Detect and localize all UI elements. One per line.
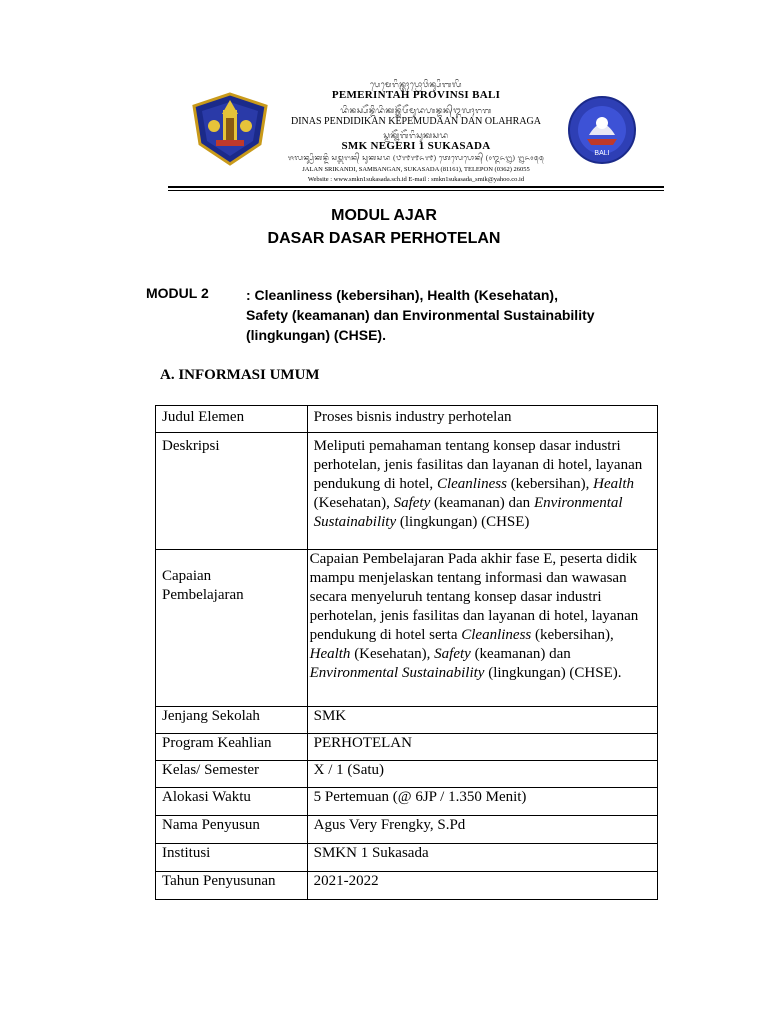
deskripsi-text: (kebersihan), <box>506 476 594 492</box>
deskripsi-text: (lingkungan) (CHSE) <box>396 514 530 530</box>
deskripsi-text: (Kesehatan), <box>313 495 394 511</box>
deskripsi-term: Cleanliness <box>436 476 507 492</box>
row-label: Program Keahlian <box>156 734 308 761</box>
row-label: Jenjang Sekolah <box>156 707 308 734</box>
section-heading: A. INFORMASI UMUM <box>160 367 320 383</box>
modul-label: MODUL 2 <box>146 285 209 301</box>
row-value: 5 Pertemuan (@ 6JP / 1.350 Menit) <box>307 788 657 816</box>
capaian-text: (lingkungan) (CHSE). <box>484 665 622 681</box>
letterhead-script-line-4: ᬚᬮᬦ᭄ᬲ᭄ᬭᬶᬓᬦ᭄ᬤᬶ ᬲᬫ᭄ᬩᬗᬦ᭄ ᬲᬸᬓᬲᬤ (᭘᭑᭑᭖᭑) ᬢᬾᬮᬾᬧᭀᬦ᭄ (᭐᭓᭖᭒) ᭒᭖᭐᭕᭕ <box>287 154 545 162</box>
table-row <box>156 788 658 816</box>
capaian-text: Capaian Pembelajaran Pada akhir fase E, peserta didik mampu menjelaskan tentang informasi dan wawasan secara menyeluruh tentang konsep dasar industri perhotelan, jenis fasilitas dan layanan di hotel, layanan pendukung di hotel serta <box>309 551 639 643</box>
table-row <box>156 734 658 761</box>
deskripsi-term: Safety <box>393 495 431 511</box>
capaian-term: Cleanliness <box>461 627 532 643</box>
row-value: PERHOTELAN <box>307 734 657 761</box>
deskripsi-term: Health <box>593 476 634 492</box>
deskripsi-text: (keamanan) dan <box>430 495 534 511</box>
row-label: Alokasi Waktu <box>156 788 308 816</box>
letterhead-rule-thin <box>168 190 664 191</box>
deskripsi-text: Meliputi pemahaman tentang konsep dasar industri perhotelan, jenis fasilitas dan layanan di hotel, layanan pendukung di hotel, <box>313 438 643 492</box>
modul-title-line-2: Safety (keamanan) dan Environmental Sustainability <box>246 307 595 323</box>
letterhead-rule <box>168 186 664 188</box>
modul-title-line-1: : Cleanliness (kebersihan), Health (Kesehatan), <box>246 287 558 303</box>
table-row <box>156 761 658 788</box>
table-row <box>156 844 658 872</box>
row-label <box>156 550 308 707</box>
letterhead-department: DINAS PENDIDIKAN KEPEMUDAAN DAN OLAHRAGA <box>291 116 541 127</box>
table-row <box>156 707 658 734</box>
table-row <box>156 816 658 844</box>
letterhead-government: PEMERINTAH PROVINSI BALI <box>331 89 501 101</box>
table-row <box>156 550 658 707</box>
capaian-label-line-2: Pembelajaran <box>162 587 244 603</box>
row-value: X / 1 (Satu) <box>307 761 657 788</box>
row-label: Institusi <box>156 844 308 872</box>
letterhead-school: SMK NEGERI 1 SUKASADA <box>341 140 491 152</box>
letterhead-script-line-2: ᬤᬶᬦᬲ᭄ᬧᭂᬦ᭄ᬤᬶᬤᬶᬓᬦ᭄ᬓᭂᬧᭂᬫᬸᬤᬳᬦ᭄ᬤᬦ᭄ᬑᬮᬄᬭᬕ <box>340 106 492 115</box>
row-value: SMK <box>307 707 657 734</box>
bali-round-emblem <box>567 95 637 165</box>
row-label: Kelas/ Semester <box>156 761 308 788</box>
letterhead-address: JALAN SRIKANDI, SAMBANGAN, SUKASADA (81161), TELEPON (0362) 26055 <box>302 166 530 173</box>
bali-round-emblem-text: BALI <box>594 150 610 157</box>
modul-title-line-3: (lingkungan) (CHSE). <box>246 327 386 343</box>
capaian-value <box>307 550 657 707</box>
capaian-term: Safety <box>434 646 471 662</box>
capaian-text: (kebersihan), <box>531 627 614 643</box>
page-title: MODUL AJAR <box>331 207 437 224</box>
modul-title <box>246 285 666 345</box>
row-value: SMKN 1 Sukasada <box>307 844 657 872</box>
letterhead-script-line-1: ᬧᬾᬫᬾᬭᬶᬦ᭄ᬢᬄᬧ᭄ᬭᭀᬯᬶᬦ᭄ᬲᬶᬩᬮᬶ <box>369 80 463 89</box>
capaian-text: (Kesehatan), <box>350 646 435 662</box>
letterhead-website: Website : www.smkn1sukasada.sch.id E-mail : smkn1sukasada_smik@yahoo.co.id <box>307 176 525 183</box>
table-row <box>156 406 658 433</box>
deskripsi-value <box>307 433 657 550</box>
row-value: 2021-2022 <box>307 872 657 900</box>
capaian-label-line-1: Capaian <box>162 568 212 584</box>
row-label: Nama Penyusun <box>156 816 308 844</box>
row-value: Agus Very Frengky, S.Pd <box>307 816 657 844</box>
row-value: Proses bisnis industry perhotelan <box>307 406 657 433</box>
capaian-term: Health <box>309 646 351 662</box>
row-label: Tahun Penyusunan <box>156 872 308 900</box>
page-subtitle: DASAR DASAR PERHOTELAN <box>267 230 501 247</box>
capaian-text: (keamanan) dan <box>470 646 571 662</box>
table-row <box>156 872 658 900</box>
deskripsi-term: Environmental Sustainability <box>313 495 623 530</box>
row-label: Deskripsi <box>156 433 308 550</box>
capaian-term: Environmental Sustainability <box>309 665 485 681</box>
row-label: Judul Elemen <box>156 406 308 433</box>
letterhead-script-line-3: ᬲ᭄ᬫᬓ᭄ᬦᭂᬕᭂᬭᬶᬲᬸᬓᬲᬤ <box>383 131 449 140</box>
table-row <box>156 433 658 550</box>
info-table <box>155 405 658 900</box>
